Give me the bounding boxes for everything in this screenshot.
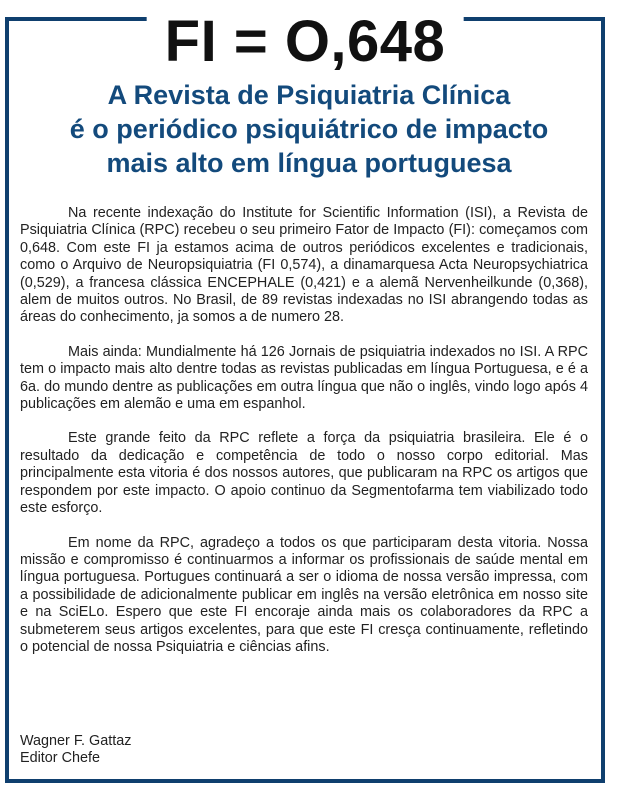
headline	[0, 78, 618, 180]
headline-line-1: A Revista de Psiquiatria Clínica	[107, 80, 511, 110]
signature-block	[20, 733, 131, 768]
headline-line-3: mais alto em língua portuguesa	[106, 148, 512, 178]
paragraph-indexing: Na recente indexação do Institute for Scientific Information (ISI), a Revista de Psiquiatria Clínica (RPC) recebeu o seu primeiro Fator de Impacto (FI): começamos com 0,648. Com este FI ja estamos acima de outros periódicos excelentes e tradicionais, como o Arquivo de Neuropsiquiatria (FI 0,574), a dinamarquesa Acta Neuropsychiatrica (0,529), a francesa clássica ENCEPHALE (0,421) e a alemã Nervenheilkunde (0,368), alem de muitos outros. No Brasil, de 89 revistas indexadas no ISI abrangendo todas as áreas do conhecimento, ja somos a de numero 28.	[20, 205, 588, 326]
signature-name: Wagner F. Gattaz	[20, 733, 132, 749]
impact-factor-title: FI = O,648	[147, 13, 464, 71]
signature-role: Editor Chefe	[20, 750, 100, 767]
headline-line-2: é o periódico psiquiátrico de impacto	[69, 114, 549, 144]
article-body	[20, 205, 588, 673]
paragraph-achievement: Este grande feito da RPC reflete a força da psiquiatria brasileira. Ele é o resultado da dedicação e competência de todo o nosso corpo editorial. Mas principalmente esta vitoria é dos nossos autores, que publicaram na RPC os artigos que respondem por este impacto. O apoio continuo da Segmentofarma tem viabilizado todo este esforço.	[20, 430, 588, 517]
paragraph-thanks: Em nome da RPC, agradeço a todos os que participaram desta vitoria. Nossa missão e compromisso é continuarmos a informar os profissionais de saúde mental em língua portuguesa. Portugues continuará a ser o idioma de nossa versão impressa, com a possibilidade de adicionalmente publicar em inglês na versão eletrônica em nosso site e na SciELo. Espero que este FI encoraje ainda mais os colaboradores da RPC a submeterem seus artigos excelentes, para que este FI cresça continuamente, refletindo o potencial de nossa Psiquiatria e ciências afins.	[20, 534, 588, 655]
paragraph-world-ranking: Mais ainda: Mundialmente há 126 Jornais de psiquiatria indexados no ISI. A RPC tem o impacto mais alto dentre todas as revistas publicadas em língua Portuguesa, e é a 6a. do mundo dentre as publicações em outra língua que não o inglês, vindo logo após 4 publicações em alemão e uma em espanhol.	[20, 343, 588, 413]
